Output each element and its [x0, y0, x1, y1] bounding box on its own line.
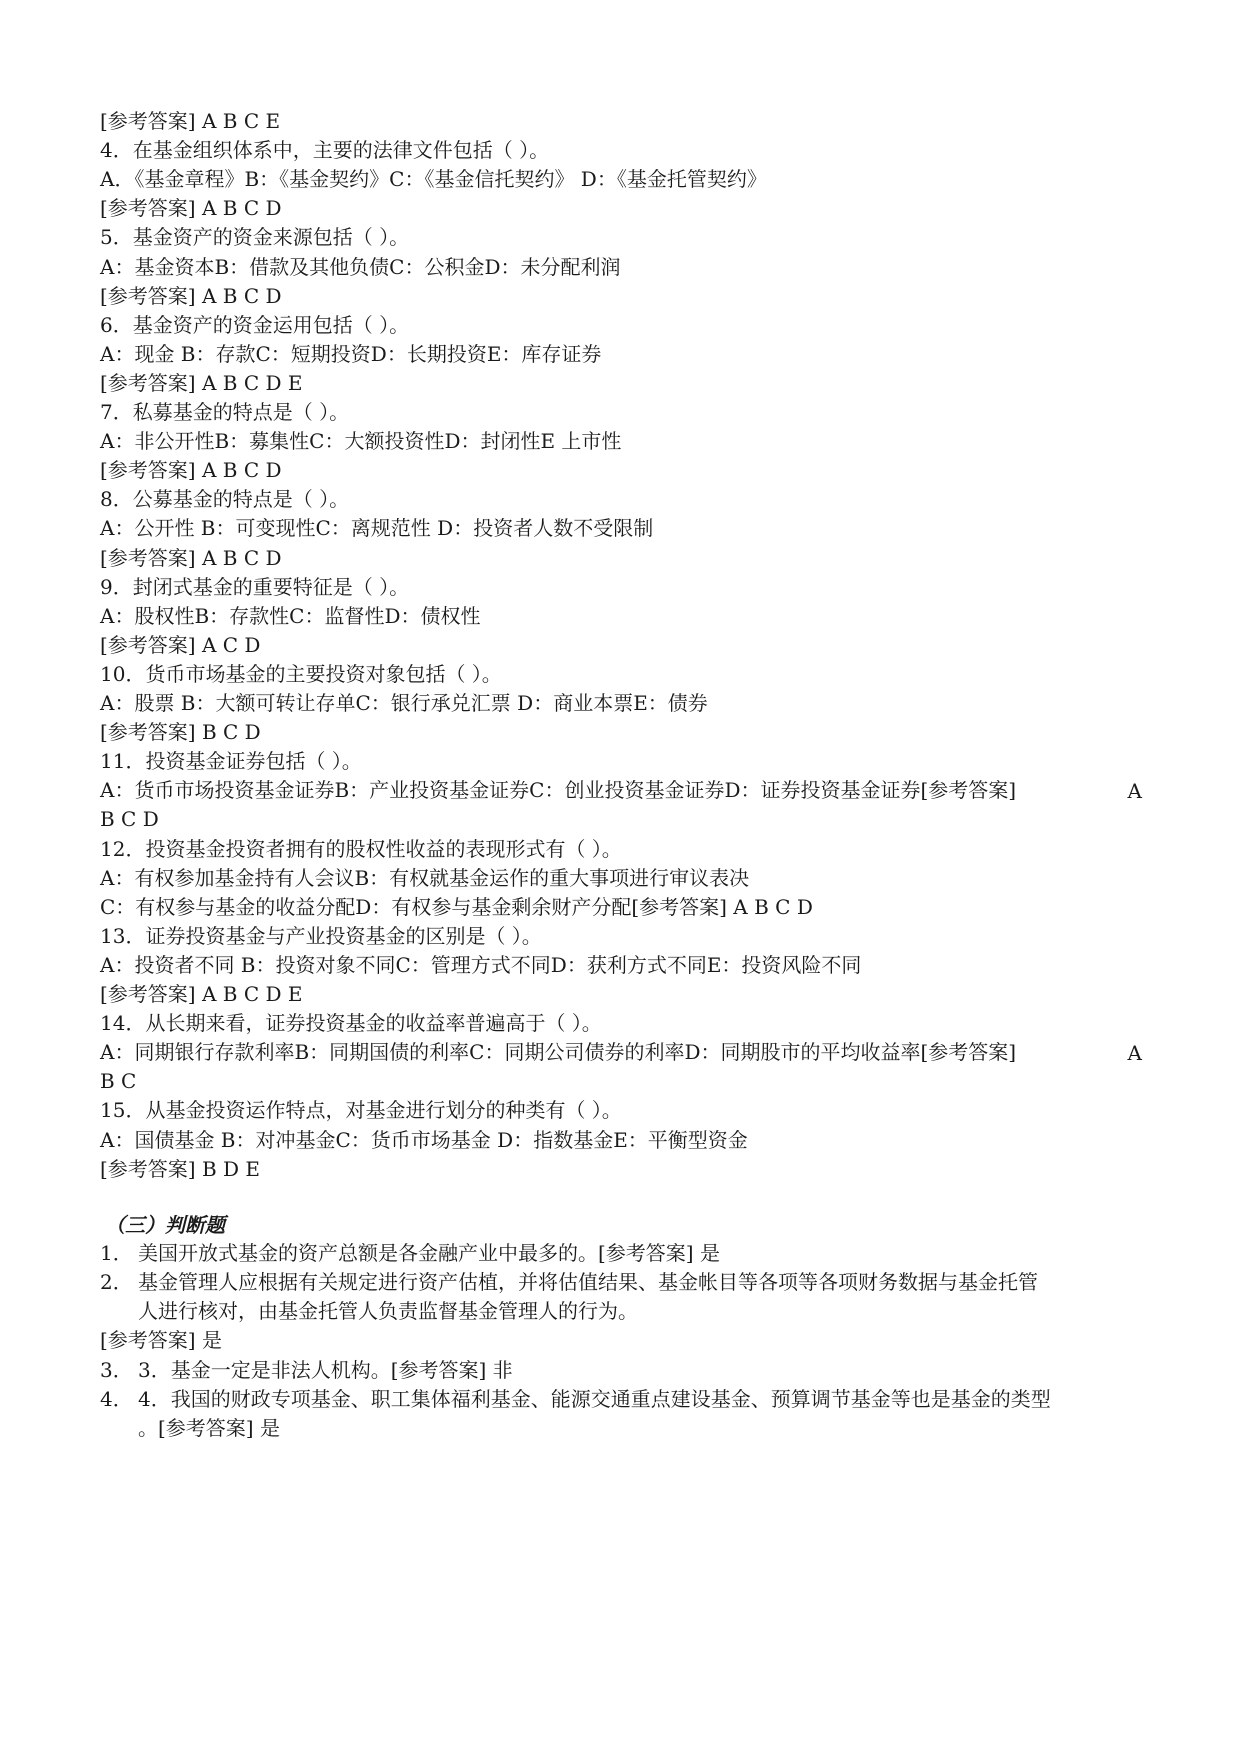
- text-line: B C D: [100, 807, 159, 832]
- judgment-text-line: [参考答案] 是: [100, 1328, 222, 1352]
- text-line: [参考答案] A B C D: [100, 283, 282, 308]
- text-line: C：有权参与基金的收益分配D：有权参与基金剩余财产分配[参考答案] A B C D: [100, 894, 813, 919]
- judgment-text-line: 美国开放式基金的资产总额是各金融产业中最多的。[参考答案] 是: [138, 1241, 720, 1265]
- text-line: A：公开性 B：可变现性C：离规范性 D：投资者人数不受限制: [100, 516, 654, 541]
- text-line: B C: [100, 1069, 137, 1094]
- text-line: 7．私募基金的特点是（ ）。: [100, 400, 350, 424]
- judgment-text-line: 人进行核对，由基金托管人负责监督基金管理人的行为。: [138, 1299, 638, 1323]
- text-line: A：股票 B：大额可转让存单C：银行承兑汇票 D：商业本票E：债券: [100, 691, 708, 715]
- text-line: 6．基金资产的资金运用包括（ ）。: [100, 312, 410, 337]
- text-line: [参考答案] A B C D: [100, 196, 282, 221]
- text-line: 10．货币市场基金的主要投资对象包括（ ）。: [100, 661, 502, 686]
- text-line: 8．公募基金的特点是（ ）。: [100, 487, 350, 512]
- text-line: 9．封闭式基金的重要特征是（ ）。: [100, 574, 410, 599]
- text-line: A：货币市场投资基金证券B：产业投资基金证券C：创业投资基金证券D：证券投资基金证券[参考答案]: [100, 778, 1017, 803]
- text-line: A：基金资本B：借款及其他负债C：公积金D：未分配利润: [100, 254, 621, 279]
- text-line: [参考答案] A B C D E: [100, 982, 303, 1006]
- text-line: 13．证券投资基金与产业投资基金的区别是（ ）。: [100, 923, 542, 948]
- item-number: 4．: [100, 1387, 133, 1411]
- text-line: [参考答案] A B C D: [100, 458, 282, 483]
- text-line: 5．基金资产的资金来源包括（ ）。: [100, 225, 410, 250]
- item-number: 1．: [100, 1241, 133, 1265]
- judgment-text-line: 3．基金一定是非法人机构。[参考答案] 非: [138, 1358, 513, 1382]
- item-number: 3．: [100, 1358, 133, 1382]
- text-line: [参考答案] A C D: [100, 632, 261, 657]
- judgment-text-line: 。[参考答案] 是: [138, 1416, 280, 1440]
- text-line: [参考答案] B D E: [100, 1156, 261, 1181]
- text-line: 11．投资基金证券包括（ ）。: [100, 749, 362, 774]
- answer-tail-q11: A: [1127, 779, 1142, 803]
- text-line: [参考答案] A B C E: [100, 109, 281, 133]
- text-line: [参考答案] A B C D: [100, 545, 282, 570]
- text-line: A．《基金章程》B：《基金契约》C：《基金信托契约》 D：《基金托管契约》: [100, 167, 767, 192]
- answer-tail-q14: A: [1127, 1041, 1142, 1065]
- item-number: 2．: [100, 1270, 133, 1294]
- text-line: A：股权性B：存款性C：监督性D：债权性: [100, 603, 481, 628]
- text-line: A：有权参加基金持有人会议B：有权就基金运作的重大事项进行审议表决: [100, 865, 750, 890]
- text-line: 15．从基金投资运作特点，对基金进行划分的种类有（ ）。: [100, 1098, 622, 1123]
- text-line: 4．在基金组织体系中，主要的法律文件包括（ ）。: [100, 138, 550, 163]
- judgment-text-line: 基金管理人应根据有关规定进行资产估植，并将估值结果、基金帐目等各项等各项财务数据与基金托管: [138, 1270, 1038, 1294]
- text-line: [参考答案] A B C D E: [100, 370, 303, 395]
- text-line: A：投资者不同 B：投资对象不同C：管理方式不同D：获利方式不同E：投资风险不同: [100, 952, 862, 977]
- text-line: 14．从长期来看，证券投资基金的收益率普遍高于（ ）。: [100, 1011, 602, 1036]
- text-line: A：非公开性B：募集性C：大额投资性D：封闭性E 上市性: [100, 429, 622, 454]
- text-line: [参考答案] B C D: [100, 720, 261, 745]
- text-line: A：同期银行存款利率B：同期国债的利率C：同期公司债券的利率D：同期股市的平均收益率[参考答案]: [100, 1040, 1017, 1065]
- text-line: 12．投资基金投资者拥有的股权性收益的表现形式有（ ）。: [100, 836, 622, 861]
- text-line: A：现金 B：存款C：短期投资D：长期投资E：库存证券: [100, 341, 602, 366]
- text-line: A：国债基金 B：对冲基金C：货币市场基金 D：指数基金E：平衡型资金: [100, 1127, 748, 1152]
- judgment-text-line: 4．我国的财政专项基金、职工集体福利基金、能源交通重点建设基金、预算调节基金等也是基金的类型: [138, 1387, 1051, 1411]
- section-heading: （三）判断题: [105, 1213, 225, 1237]
